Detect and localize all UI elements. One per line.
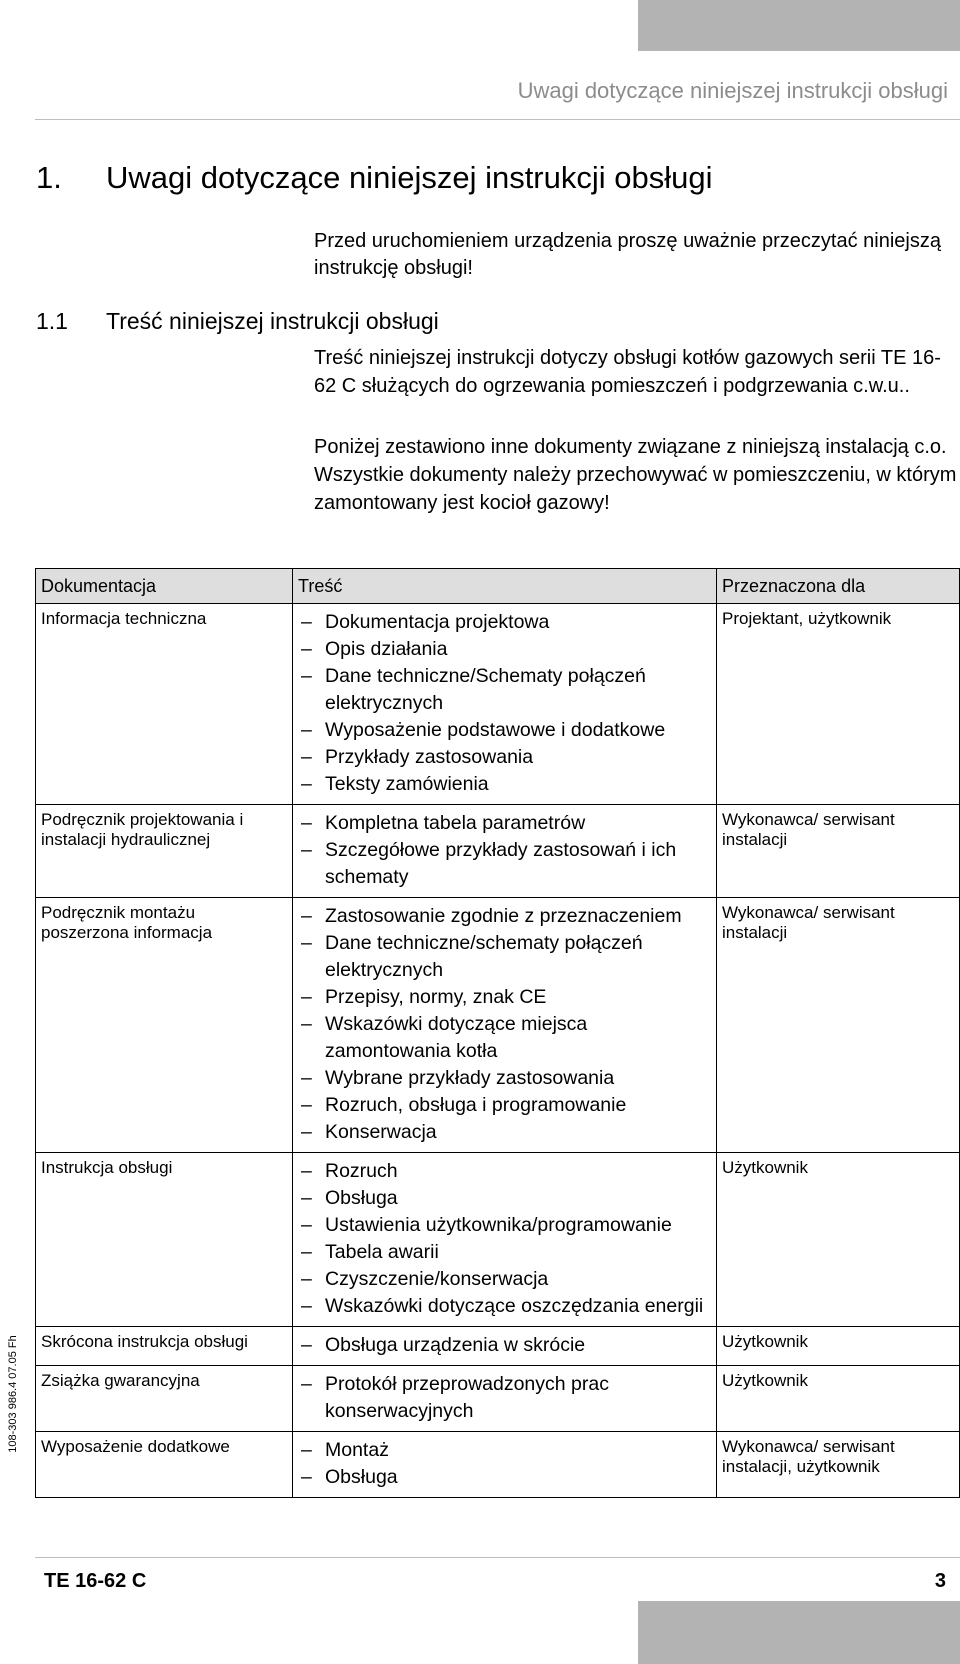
table-row: [36, 1432, 960, 1498]
content-list-item: – Ustawienia użytkownika/programowanie: [301, 1212, 711, 1239]
section-number: 1.: [36, 160, 62, 195]
content-list-item: – Wskazówki dotyczące oszczędzania energii: [301, 1293, 711, 1320]
table-row: [36, 604, 960, 805]
doc-content-cell: [293, 1366, 717, 1432]
documentation-table: [35, 568, 960, 1498]
doc-name-cell: Podręcznik projektowania i instalacji hydraulicznej: [36, 805, 293, 898]
content-list-item: – Montaż: [301, 1437, 711, 1464]
doc-name-cell: Skrócona instrukcja obsługi: [36, 1327, 293, 1366]
intended-for-cell: Użytkownik: [717, 1153, 960, 1327]
intended-for-cell: Użytkownik: [717, 1327, 960, 1366]
column-header-intended-for: Przeznaczona dla: [717, 569, 960, 604]
doc-content-cell: [293, 1432, 717, 1498]
section-heading: [36, 160, 713, 196]
doc-content-cell: [293, 898, 717, 1153]
intro-text: Przed uruchomieniem urządzenia proszę uważnie przeczytać niniejszą instrukcję obsługi!: [314, 230, 941, 279]
content-paragraph: Treść niniejszej instrukcji dotyczy obsługi kotłów gazowych serii TE 16-62 C służących do ogrzewania pomieszczeń i podgrzewania c.w.u..: [314, 347, 941, 397]
table-row: [36, 1366, 960, 1432]
doc-content-cell: [293, 1153, 717, 1327]
content-list-item: – Przepisy, normy, znak CE: [301, 984, 711, 1011]
intended-for-cell: Użytkownik: [717, 1366, 960, 1432]
content-list-item: – Obsługa urządzenia w skrócie: [301, 1332, 711, 1359]
footer-rule: [35, 1557, 960, 1558]
header-rule: [35, 119, 960, 120]
intended-for-cell: Wykonawca/ serwisant instalacji: [717, 898, 960, 1153]
intended-for-cell: Wykonawca/ serwisant instalacji, użytkownik: [717, 1432, 960, 1498]
running-header: Uwagi dotyczące niniejszej instrukcji obsługi: [517, 78, 948, 103]
content-list-item: – Konserwacja: [301, 1119, 711, 1146]
table-header-row: [36, 569, 960, 604]
footer-decoration-bar: [638, 1601, 960, 1664]
doc-content-cell: [293, 805, 717, 898]
page-number: 3: [934, 1570, 946, 1592]
content-list-item: – Czyszczenie/konserwacja: [301, 1266, 711, 1293]
content-list-item: – Tabela awarii: [301, 1239, 711, 1266]
intended-for-cell: Projektant, użytkownik: [717, 604, 960, 805]
document-code: 108-303 986.4 07.05 Fh: [7, 1335, 19, 1453]
content-list-item: – Rozruch: [301, 1158, 711, 1185]
doc-name-cell: Informacja techniczna: [36, 604, 293, 805]
doc-name-cell: Wyposażenie dodatkowe: [36, 1432, 293, 1498]
doc-name-cell: Instrukcja obsługi: [36, 1153, 293, 1327]
column-header-content: Treść: [293, 569, 717, 604]
header-decoration-bar: [638, 0, 960, 51]
content-list-item: – Kompletna tabela parametrów: [301, 810, 711, 837]
content-list-item: – Dane techniczne/Schematy połączeń elektrycznych: [301, 663, 711, 717]
footer-model: TE 16-62 C: [44, 1570, 147, 1592]
documents-paragraph: Poniżej zestawiono inne dokumenty związane z niniejszą instalacją c.o. Wszystkie dokumenty należy przechowywać w pomieszczeniu, w którym zamontowany jest kocioł gazowy!: [314, 436, 957, 514]
content-list-item: – Wyposażenie podstawowe i dodatkowe: [301, 717, 711, 744]
content-list-item: – Protokół przeprowadzonych prac konserwacyjnych: [301, 1371, 711, 1425]
subsection-number: 1.1: [36, 308, 68, 334]
content-list-item: – Szczegółowe przykłady zastosowań i ich schematy: [301, 837, 711, 891]
content-list-item: – Teksty zamówienia: [301, 771, 711, 798]
doc-content-cell: [293, 1327, 717, 1366]
content-list-item: – Przykłady zastosowania: [301, 744, 711, 771]
subsection-title: Treść niniejszej instrukcji obsługi: [106, 308, 439, 334]
content-list-item: – Wskazówki dotyczące miejsca zamontowania kotła: [301, 1011, 711, 1065]
doc-name-cell: Podręcznik montażu poszerzona informacja: [36, 898, 293, 1153]
content-list-item: – Obsługa: [301, 1185, 711, 1212]
table-body: [36, 604, 960, 1498]
content-list-item: – Dokumentacja projektowa: [301, 609, 711, 636]
column-header-documentation: Dokumentacja: [36, 569, 293, 604]
table-row: [36, 805, 960, 898]
content-list-item: – Opis działania: [301, 636, 711, 663]
content-list-item: – Obsługa: [301, 1464, 711, 1491]
table-row: [36, 1153, 960, 1327]
content-list-item: – Zastosowanie zgodnie z przeznaczeniem: [301, 903, 711, 930]
subsection-heading: [36, 308, 439, 335]
content-list-item: – Dane techniczne/schematy połączeń elektrycznych: [301, 930, 711, 984]
table-row: [36, 1327, 960, 1366]
intended-for-cell: Wykonawca/ serwisant instalacji: [717, 805, 960, 898]
doc-content-cell: [293, 604, 717, 805]
doc-name-cell: Zsiążka gwarancyjna: [36, 1366, 293, 1432]
content-list-item: – Wybrane przykłady zastosowania: [301, 1065, 711, 1092]
content-list-item: – Rozruch, obsługa i programowanie: [301, 1092, 711, 1119]
section-title: Uwagi dotyczące niniejszej instrukcji obsługi: [106, 160, 713, 195]
table-row: [36, 898, 960, 1153]
